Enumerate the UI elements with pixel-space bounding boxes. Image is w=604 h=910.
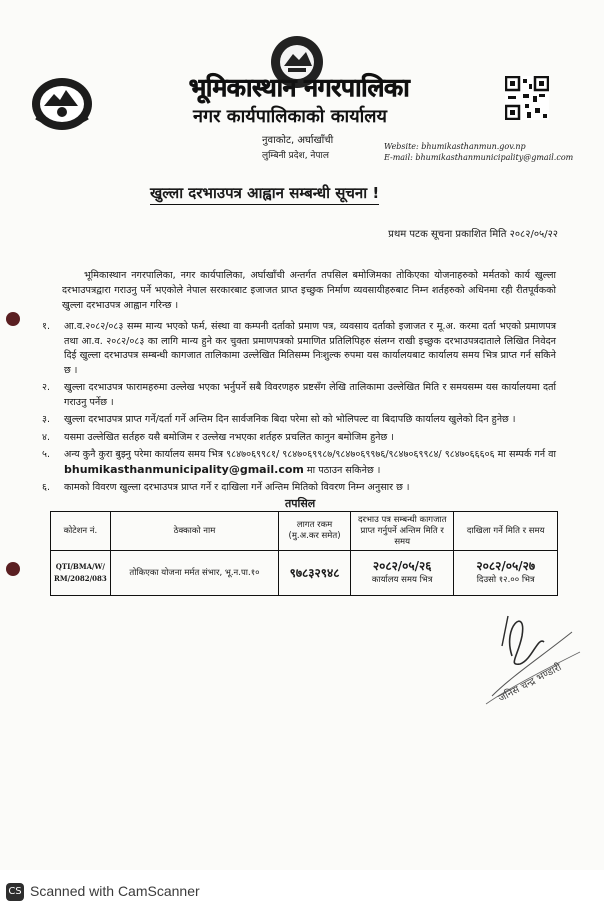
schedule-table [50, 511, 558, 596]
column-header: दाखिला गर्ने मिति र समय [454, 512, 558, 551]
list-item [42, 381, 556, 410]
publication-date: प्रथम पटक सूचना प्रकाशित मिति २०८२/०५/२२ [388, 229, 558, 240]
item-number: ३. [42, 414, 51, 425]
list-item [42, 481, 556, 496]
item-text: खुल्ला दरभाउपत्र फारामहरुमा उल्लेख भएका भर्नुपर्ने सबै विवरणहरु प्रष्टसँग लेखि तालिकामा उल्लेखित मिति र समयसम्म यस कार्यालयमा दर्ता गराउनु पर्नेछ । [64, 382, 556, 408]
conditions-list [42, 320, 556, 499]
submission-deadline [454, 551, 558, 596]
signature-name: जनिस चन्द्र भण्डारी [496, 661, 564, 705]
nepal-emblem-icon [30, 74, 94, 132]
contact-text: अन्य कुनै कुरा बुझ्नु परेमा कार्यालय समय भित्र ९८४७०६९९८१/ ९८४७०६९९८७/९८४७०६९९७६/९८४७०६९९८४/ ९८४७०६६६०६ मा सम्पर्क गर्न वा [64, 449, 556, 460]
column-header: कोटेशन नं. [51, 512, 111, 551]
signature-stamp [472, 596, 582, 716]
item-number: ५. [42, 449, 51, 460]
organization-name: भूमिकास्थान नगरपालिका [188, 73, 410, 102]
list-item [42, 413, 556, 428]
item-text: कामको विवरण खुल्ला दरभाउपत्र प्राप्त गर्ने र दाखिला गर्ने अन्तिम मितिको विवरण निम्न अनुसार छ । [64, 482, 410, 493]
camscanner-icon: CS [6, 883, 24, 901]
list-item [42, 431, 556, 446]
quotation-number: QTI/BMA/W/ RM/2082/083 [51, 551, 111, 596]
address-line-2: लुम्बिनी प्रदेश, नेपाल [262, 151, 329, 161]
scan-watermark-text: Scanned with CamScanner [30, 883, 200, 899]
column-header: दरभाउ पत्र सम्बन्धी कागजात प्राप्त गर्नुपर्ने अन्तिम मिति र समय [350, 512, 454, 551]
contract-name: तोकिएका योजना मर्मत संभार, भू.न.पा.१० [110, 551, 278, 596]
item-text: खुल्ला दरभाउपत्र प्राप्त गर्ने/दर्ता गर्ने अन्तिम दिन सार्वजनिक बिदा परेमा सो को भोलिपल्ट वा बिदापछि कार्यालय खुलेको दिन हुनेछ । [64, 414, 516, 425]
email-text: E-mail: bhumikasthanmunicipality@gmail.com [384, 153, 574, 162]
punch-hole [6, 312, 20, 326]
item-text: यसमा उल्लेखित सर्तहरु यसै बमोजिम र उल्लेख नभएका शर्तहरु प्रचलित कानुन बमोजिम हुनेछ । [64, 431, 394, 443]
column-header: ठेक्काको नाम [110, 512, 278, 551]
cost-amount: ९७८३२९४८ [279, 551, 351, 596]
document-deadline-date: २०८२/०५/२६ [372, 559, 432, 573]
address-line-1: नुवाकोट, अर्घाखाँची [262, 135, 334, 146]
item-number: ६. [42, 482, 51, 493]
list-item [42, 320, 556, 378]
contact-email: bhumikasthanmunicipality@gmail.com [64, 462, 304, 476]
intro-paragraph: भूमिकास्थान नगरपालिका, नगर कार्यपालिका, अर्घाखाँची अन्तर्गत तपसिल बमोजिमका तोकिएका योजनाहरुको मर्मतको कार्य खुल्ला दरभाउपत्रद्वारा गराउनु पर्ने भएकोले नेपाल सरकारबाट इजाजत प्राप्त इच्छुक निर्माण व्यवसायीहरुबाट निम्न शर्तहरुको अधिनमा रही रीतपूर्वकको खुल्ला दरभाउपत्र आह्वान गरिन्छ । [62, 270, 556, 311]
item-number: १. [42, 321, 51, 332]
document-deadline [350, 551, 454, 596]
item-number: २. [42, 382, 51, 393]
qr-code-icon [505, 76, 549, 120]
item-text: आ.व.२०८२/०८३ सम्म मान्य भएको फर्म, संस्था वा कम्पनी दर्ताको प्रमाण पत्र, व्यवसाय दर्ताको इजाजत र मू.अ. करमा दर्ता भएको प्रमाणपत्र तथा आ.व. २०८२/०८३ का लागि मान्य हुने कर चुक्ता प्रमाणपत्रको प्रमाणित प्रतिलिपिहरु संलग्न राखी इच्छुक दरभाउपत्रदाताले लिखित निवेदन दिई खुल्ला दरभाउपत्र सम्बन्धी कागजात तालिकामा उल्लेखित मितिसम्म निःशुल्क रुपमा यस कार्यालयबाट कार्यालय समय भित्र प्राप्त गर्न सकिने छ । [64, 321, 556, 376]
contact-text-end: मा पठाउन सकिनेछ । [303, 464, 381, 476]
notice-title: खुल्ला दरभाउपत्र आह्वान सम्बन्धी सूचना ! [150, 183, 379, 205]
table-row [51, 551, 558, 596]
punch-hole [6, 562, 20, 576]
list-item [42, 448, 556, 478]
item-number: ४. [42, 431, 51, 443]
schedule-caption: तपसिल [285, 497, 316, 510]
scan-footer [0, 874, 604, 910]
website-text: Website: bhumikasthanmun.gov.np [384, 142, 526, 151]
submission-date: २०८२/०५/२७ [476, 559, 536, 573]
document-deadline-time: कार्यालय समय भित्र [371, 575, 433, 585]
submission-time: दिउसो १२.०० भित्र [476, 575, 535, 585]
item-text [64, 448, 556, 478]
table-header-row [51, 512, 558, 551]
column-header: लागत रकम (मु.अ.कर समेत) [279, 512, 351, 551]
office-name: नगर कार्यपालिकाको कार्यालय [193, 106, 387, 127]
